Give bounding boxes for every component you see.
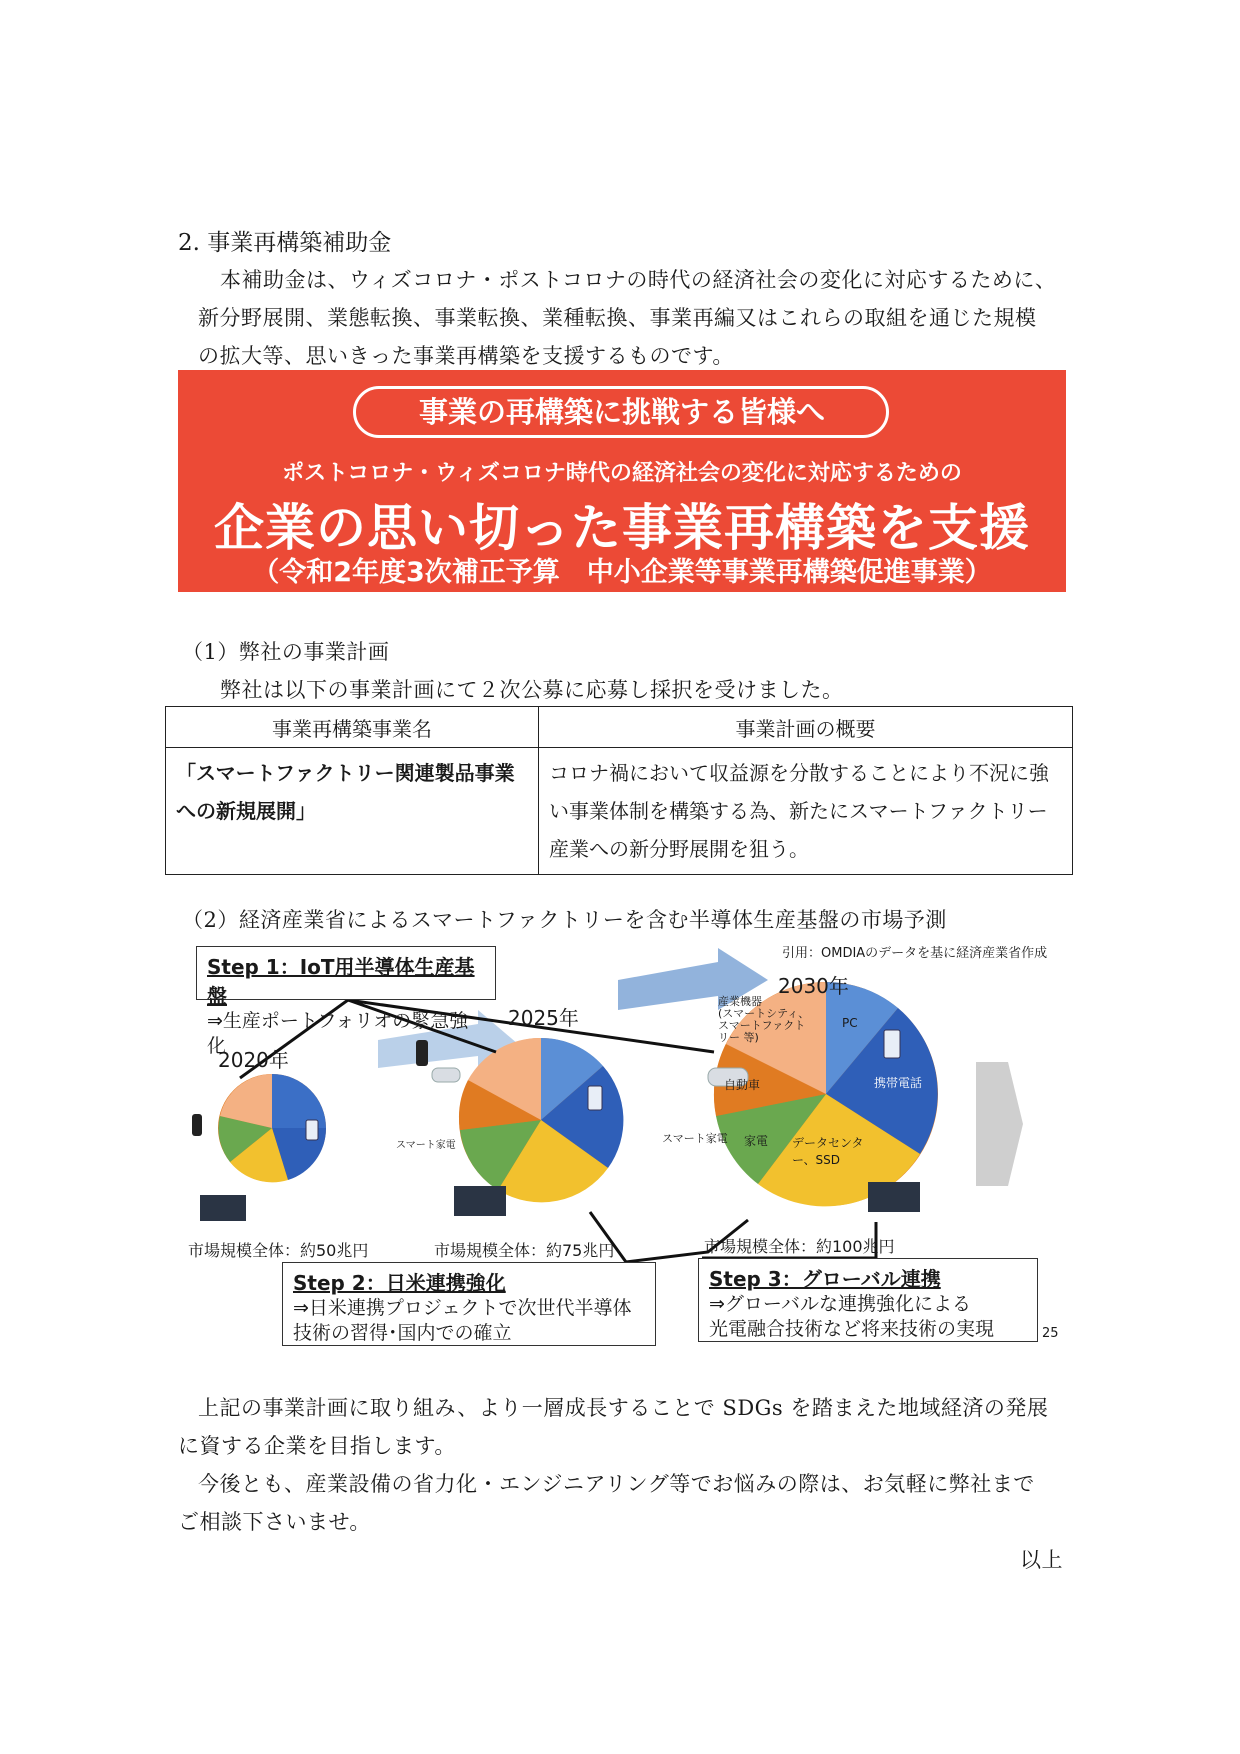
sub1-text: 弊社は以下の事業計画にて２次公募に応募し採択を受けました。	[220, 678, 844, 702]
sub2-title: （2）経済産業省によるスマートファクトリーを含む半導体生産基盤の市場予測	[182, 908, 947, 932]
step3-desc-1: ⇒グローバルな連携強化による	[709, 1293, 971, 1315]
subsidy-banner	[178, 370, 1066, 592]
market-size-2025: 市場規模全体：約75兆円	[434, 1241, 615, 1260]
table-header-overview: 事業計画の概要	[539, 707, 1073, 748]
step2-box	[282, 1262, 656, 1346]
slide-number: 25	[1042, 1326, 1059, 1341]
table-header-row	[166, 707, 1073, 748]
figure-citation: 引用：OMDIAのデータを基に経済産業省作成	[782, 946, 1048, 961]
step1-box	[196, 946, 496, 1057]
business-overview-cell: コロナ禍において収益源を分散することにより不況に強い事業体制を構築する為、新たにスマートファクトリー産業への新分野展開を狙う。	[539, 748, 1073, 875]
speaker-icon-2020	[192, 1114, 202, 1136]
table-row	[166, 748, 1073, 875]
step1-title: Step 1：IoT用半導体生産基盤	[207, 955, 475, 1008]
intro-line-3: の拡大等、思いきった事業再構築を支援するものです。	[198, 344, 734, 368]
step2-title: Step 2：日米連携強化	[293, 1271, 506, 1295]
segment-industrial-label: 産業機器	[718, 995, 762, 1008]
closing-line-1: 上記の事業計画に取り組み、より一層成長することで SDGs を踏まえた地域経済の発展	[198, 1396, 1049, 1420]
segment-industrial-2030	[718, 996, 810, 1044]
step1-desc: ⇒生産ポートフォリオの緊急強化	[207, 1010, 469, 1057]
section-heading: 2. 事業再構築補助金	[178, 230, 392, 256]
step3-title: Step 3：グローバル連携	[709, 1267, 941, 1291]
segment-datacenter-2030: データセンター、SSD	[792, 1136, 864, 1167]
segment-smart-appliance-2025: スマート家電	[396, 1140, 456, 1151]
end-mark: 以上	[1020, 1548, 1063, 1572]
car-icon-2025	[432, 1068, 460, 1082]
closing-line-3: 今後とも、産業設備の省力化・エンジニアリング等でお悩みの際は、お気軽に弊社まで	[198, 1472, 1035, 1496]
year-label-2020: 2020年	[218, 1048, 289, 1072]
pie-2025	[459, 1038, 623, 1202]
year-label-2025: 2025年	[508, 1006, 579, 1030]
phone-icon-2020	[306, 1120, 318, 1140]
server-icon-2030	[868, 1182, 920, 1212]
future-arrow	[976, 1062, 1023, 1186]
step3-box	[698, 1258, 1038, 1342]
segment-phone-2030: 携帯電話	[874, 1076, 923, 1090]
business-plan-table	[165, 706, 1073, 875]
segment-appliance-2030: 家電	[744, 1134, 769, 1148]
step2-desc-2: 技術の習得･国内での確立	[293, 1322, 512, 1344]
closing-line-4: ご相談下さいませ。	[178, 1510, 371, 1534]
segment-pc-2030: PC	[842, 1016, 858, 1030]
intro-line-2: 新分野展開、業態転換、事業転換、業種転換、事業再編又はこれらの取組を通じた規模	[198, 306, 1037, 330]
closing-line-2: に資する企業を目指します。	[178, 1434, 456, 1458]
banner-main-title: 企業の思い切った事業再構築を支援	[214, 499, 1030, 557]
table-header-name: 事業再構築事業名	[166, 707, 539, 748]
server-icon-2020	[200, 1195, 246, 1221]
sub1-title: （1）弊社の事業計画	[182, 640, 390, 664]
server-icon-2025	[454, 1186, 506, 1216]
phone-icon-2030	[884, 1030, 900, 1058]
segment-smart-appliance-2030: スマート家電	[662, 1132, 728, 1145]
banner-budget-note: （令和2年度3次補正予算 中小企業等事業再構築促進事業）	[252, 557, 992, 588]
market-size-2020: 市場規模全体：約50兆円	[188, 1241, 369, 1260]
step2-desc-1: ⇒日米連携プロジェクトで次世代半導体	[293, 1297, 632, 1319]
banner-subline: ポストコロナ・ウィズコロナ時代の経済社会の変化に対応するための	[282, 461, 962, 486]
intro-line-1: 本補助金は、ウィズコロナ・ポストコロナの時代の経済社会の変化に対応するために、	[220, 268, 1057, 292]
phone-icon-2025	[588, 1086, 602, 1110]
business-name-cell: 「スマートファクトリー関連製品事業への新規展開」	[166, 748, 539, 875]
year-label-2030: 2030年	[778, 974, 849, 998]
market-size-2030: 市場規模全体：約100兆円	[704, 1237, 895, 1256]
banner-headline: 事業の再構築に挑戦する皆様へ	[418, 395, 825, 429]
segment-industrial-sub: (スマートシティ、スマートファクトリー 等)	[718, 1007, 810, 1044]
step3-desc-2: 光電融合技術など将来技術の実現	[709, 1318, 995, 1340]
segment-auto-2030: 自動車	[724, 1078, 761, 1092]
market-forecast-figure	[178, 940, 1058, 1348]
